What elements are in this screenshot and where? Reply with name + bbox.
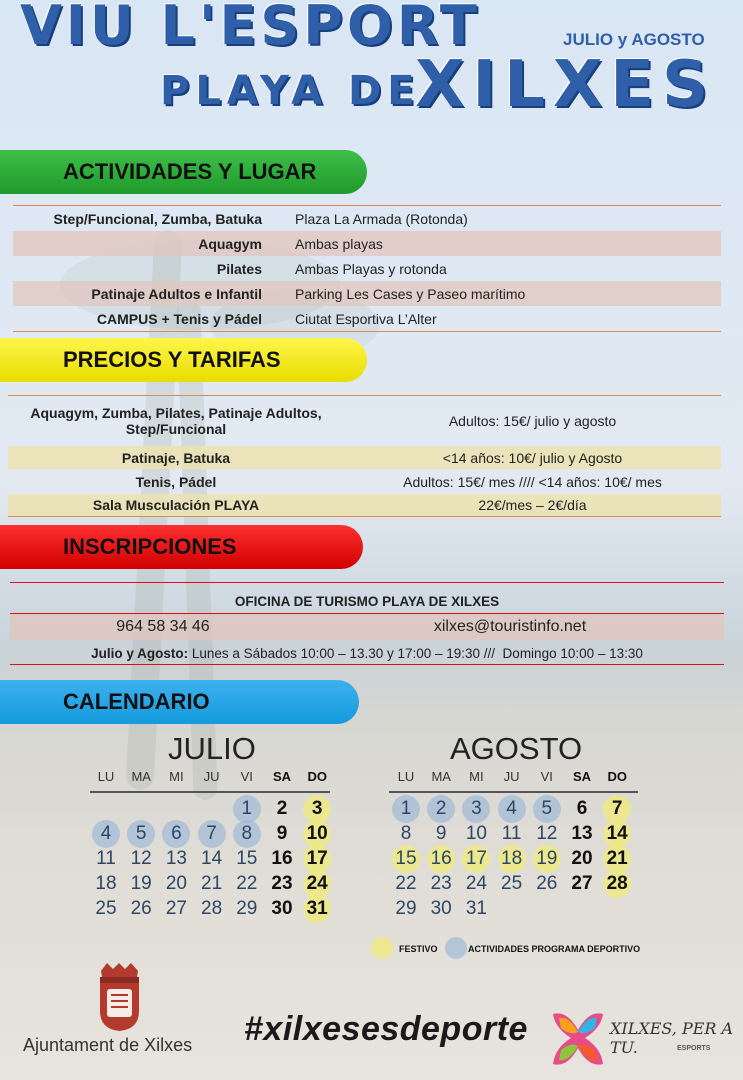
- activity-location: Ambas Playas y rotonda: [295, 260, 447, 277]
- price-value: 22€/mes – 2€/día: [478, 497, 587, 513]
- calendar-day: 10: [465, 823, 487, 844]
- calendar-day: 15: [392, 845, 420, 873]
- calendar-day: 26: [130, 898, 152, 919]
- calendar-day: 30: [271, 898, 293, 919]
- calendar-day: 8: [233, 820, 261, 848]
- calendar-day: 29: [236, 898, 258, 919]
- calendar-day: 7: [603, 795, 631, 823]
- activity-location: Ambas playas: [295, 235, 383, 252]
- calendar-day: 28: [603, 870, 631, 898]
- horario-label: Julio y Agosto:: [91, 645, 189, 661]
- programa-legend-dot: [445, 937, 467, 959]
- table-row: [8, 397, 721, 445]
- calendar-day: 2: [427, 795, 455, 823]
- weekday-label: LU: [397, 769, 415, 784]
- activity-name: Aquagym: [198, 235, 262, 252]
- xilxes-per-a-tu-title: XILXES, PER A TU.: [610, 1019, 734, 1057]
- calendar-day: 8: [400, 823, 412, 844]
- weekday-label: DO: [607, 769, 627, 784]
- esports-label: ESPORTS: [677, 1045, 711, 1052]
- contact-row: [10, 614, 724, 640]
- title-playa-de: PLAYA DE: [160, 68, 421, 114]
- activity-name: Pilates: [216, 260, 262, 277]
- calendar-day: 19: [533, 845, 561, 873]
- oficina-name: OFICINA DE TURISMO PLAYA DE XILXES: [234, 593, 500, 609]
- horario-row: [10, 642, 724, 664]
- ayuntamiento-name: Ajuntament de Xilxes: [23, 1035, 193, 1055]
- weekday-label: MI: [169, 769, 184, 784]
- price-activity: Patinaje, Batuka: [121, 449, 231, 466]
- activity-location: Ciutat Esportiva L’Alter: [295, 310, 437, 327]
- activity-name: Step/Funcional, Zumba, Batuka: [53, 210, 262, 227]
- calendar-day: 23: [430, 873, 452, 894]
- activity-name: Patinaje Adultos e Infantil: [91, 285, 262, 302]
- weekday-label: SA: [572, 769, 592, 784]
- calendar-day: 15: [236, 848, 258, 869]
- calendar-day: 5: [533, 795, 561, 823]
- price-activity: Aquagym, Zumba, Pilates, Patinaje Adultos, Step/Funcional: [30, 405, 322, 437]
- email-link[interactable]: xilxes@touristinfo.net: [433, 618, 587, 635]
- title-xilxes: XILXES: [415, 48, 717, 122]
- divider: [8, 516, 721, 517]
- calendar-day: 12: [130, 848, 152, 869]
- phone-number[interactable]: 964 58 34 46: [116, 618, 210, 635]
- calendar-day: 11: [96, 848, 116, 869]
- section-banner-precios: PRECIOS Y TARIFAS: [0, 338, 367, 382]
- calendar-day: 4: [92, 820, 120, 848]
- calendar-day: 25: [95, 898, 117, 919]
- calendar-day: 31: [465, 898, 487, 919]
- activity-name: CAMPUS + Tenis y Pádel: [96, 310, 262, 327]
- festivo-legend-label: FESTIVO: [399, 944, 438, 954]
- calendar-day: 22: [236, 873, 258, 894]
- price-activity: Tenis, Pádel: [135, 474, 217, 490]
- calendar-day: 1: [233, 795, 261, 823]
- activity-location: Plaza La Armada (Rotonda): [295, 210, 468, 227]
- weekday-label: JU: [503, 769, 520, 784]
- calendar-day: 6: [162, 820, 190, 848]
- price-value: Adultos: 15€/ mes //// <14 años: 10€/ mes: [403, 474, 662, 490]
- weekday-label: MI: [469, 769, 484, 784]
- section-banner-actividades: ACTIVIDADES Y LUGAR: [0, 150, 367, 194]
- table-row: [13, 231, 721, 256]
- calendar-day: 21: [603, 845, 631, 873]
- table-row: [8, 446, 721, 469]
- divider: [8, 395, 721, 396]
- section-banner-inscripciones: INSCRIPCIONES: [0, 525, 363, 569]
- calendar-day: 16: [271, 848, 293, 869]
- subtitle-months: JULIO y AGOSTO: [563, 30, 705, 49]
- calendar-day: 28: [201, 898, 223, 919]
- calendar-day: 13: [571, 823, 593, 844]
- calendar-day: 27: [571, 873, 593, 894]
- calendar-day: 13: [165, 848, 187, 869]
- price-activity: Sala Musculación PLAYA: [92, 497, 260, 513]
- activity-location: Parking Les Cases y Paseo marítimo: [295, 285, 526, 302]
- table-row: [13, 306, 721, 331]
- calendar-day: 29: [395, 898, 417, 919]
- calendar-day: 17: [462, 845, 490, 873]
- table-row: [13, 281, 721, 306]
- festivo-legend-dot: [371, 937, 393, 959]
- programa-legend-label: ACTIVIDADES PROGRAMA DEPORTIVO: [468, 944, 641, 954]
- calendar-day: 12: [536, 823, 558, 844]
- calendar-day: 3: [462, 795, 490, 823]
- calendar-day: 24: [303, 870, 331, 898]
- calendar-day: 18: [95, 873, 117, 894]
- calendar-day: 16: [427, 845, 455, 873]
- calendar-day: 18: [498, 845, 526, 873]
- calendar-day: 20: [165, 873, 187, 894]
- weekday-label: SA: [272, 769, 292, 784]
- divider: [10, 582, 724, 583]
- calendar-day: 9: [276, 823, 288, 844]
- weekday-label: VI: [240, 769, 253, 784]
- calendar-day: 20: [571, 848, 593, 869]
- weekday-label: VI: [540, 769, 553, 784]
- calendar-day: 14: [603, 820, 631, 848]
- weekday-label: LU: [97, 769, 115, 784]
- price-value: Adultos: 15€/ julio y agosto: [448, 413, 617, 429]
- ayuntamiento-shield-icon: [97, 963, 142, 1031]
- calendar-day: 2: [276, 798, 288, 819]
- calendar-day: 5: [127, 820, 155, 848]
- weekday-label: JU: [203, 769, 220, 784]
- table-row: [8, 470, 721, 494]
- calendar-day: 4: [498, 795, 526, 823]
- calendar-day: 11: [501, 823, 522, 844]
- calendar-day: 3: [303, 795, 331, 823]
- horario-text: Lunes a Sábados 10:00 – 13.30 y 17:00 – 19:30 /// Domingo 10:00 – 13:30: [188, 645, 643, 661]
- table-row: [8, 494, 721, 516]
- calendar-day: 1: [392, 795, 420, 823]
- table-row: [13, 206, 721, 231]
- weekday-label: MA: [431, 769, 451, 784]
- calendar-month-title: AGOSTO: [450, 731, 583, 766]
- calendar-day: 6: [576, 798, 588, 819]
- table-row: [13, 256, 721, 281]
- weekday-label: MA: [131, 769, 151, 784]
- calendar-day: 22: [395, 873, 417, 894]
- calendar-day: 9: [435, 823, 447, 844]
- calendar-day: 30: [430, 898, 452, 919]
- calendar-day: 26: [536, 873, 558, 894]
- hashtag: #xilxesesdeporte: [244, 1010, 528, 1048]
- xilxes-x-logo-icon: [549, 1008, 607, 1070]
- calendar-day: 10: [303, 820, 331, 848]
- calendar-day: 31: [303, 895, 331, 923]
- calendar-day: 17: [303, 845, 331, 873]
- weekday-label: DO: [307, 769, 327, 784]
- calendar-day: 27: [165, 898, 187, 919]
- calendar-day: 24: [465, 873, 487, 894]
- calendar-day: 23: [271, 873, 293, 894]
- section-banner-calendario: CALENDARIO: [0, 680, 359, 724]
- calendar-day: 7: [198, 820, 226, 848]
- calendar-rule: [389, 791, 638, 793]
- calendar-day: 19: [130, 873, 152, 894]
- price-value: <14 años: 10€/ julio y Agosto: [442, 449, 623, 466]
- title-viu-lesport: VIU L'ESPORT: [20, 0, 481, 57]
- calendar-month-title: JULIO: [168, 731, 256, 766]
- calendar-day: 14: [201, 848, 223, 869]
- calendar-rule: [90, 791, 330, 793]
- divider: [13, 331, 721, 332]
- calendar-day: 25: [501, 873, 523, 894]
- calendar-day: 21: [201, 873, 223, 894]
- divider: [10, 664, 724, 665]
